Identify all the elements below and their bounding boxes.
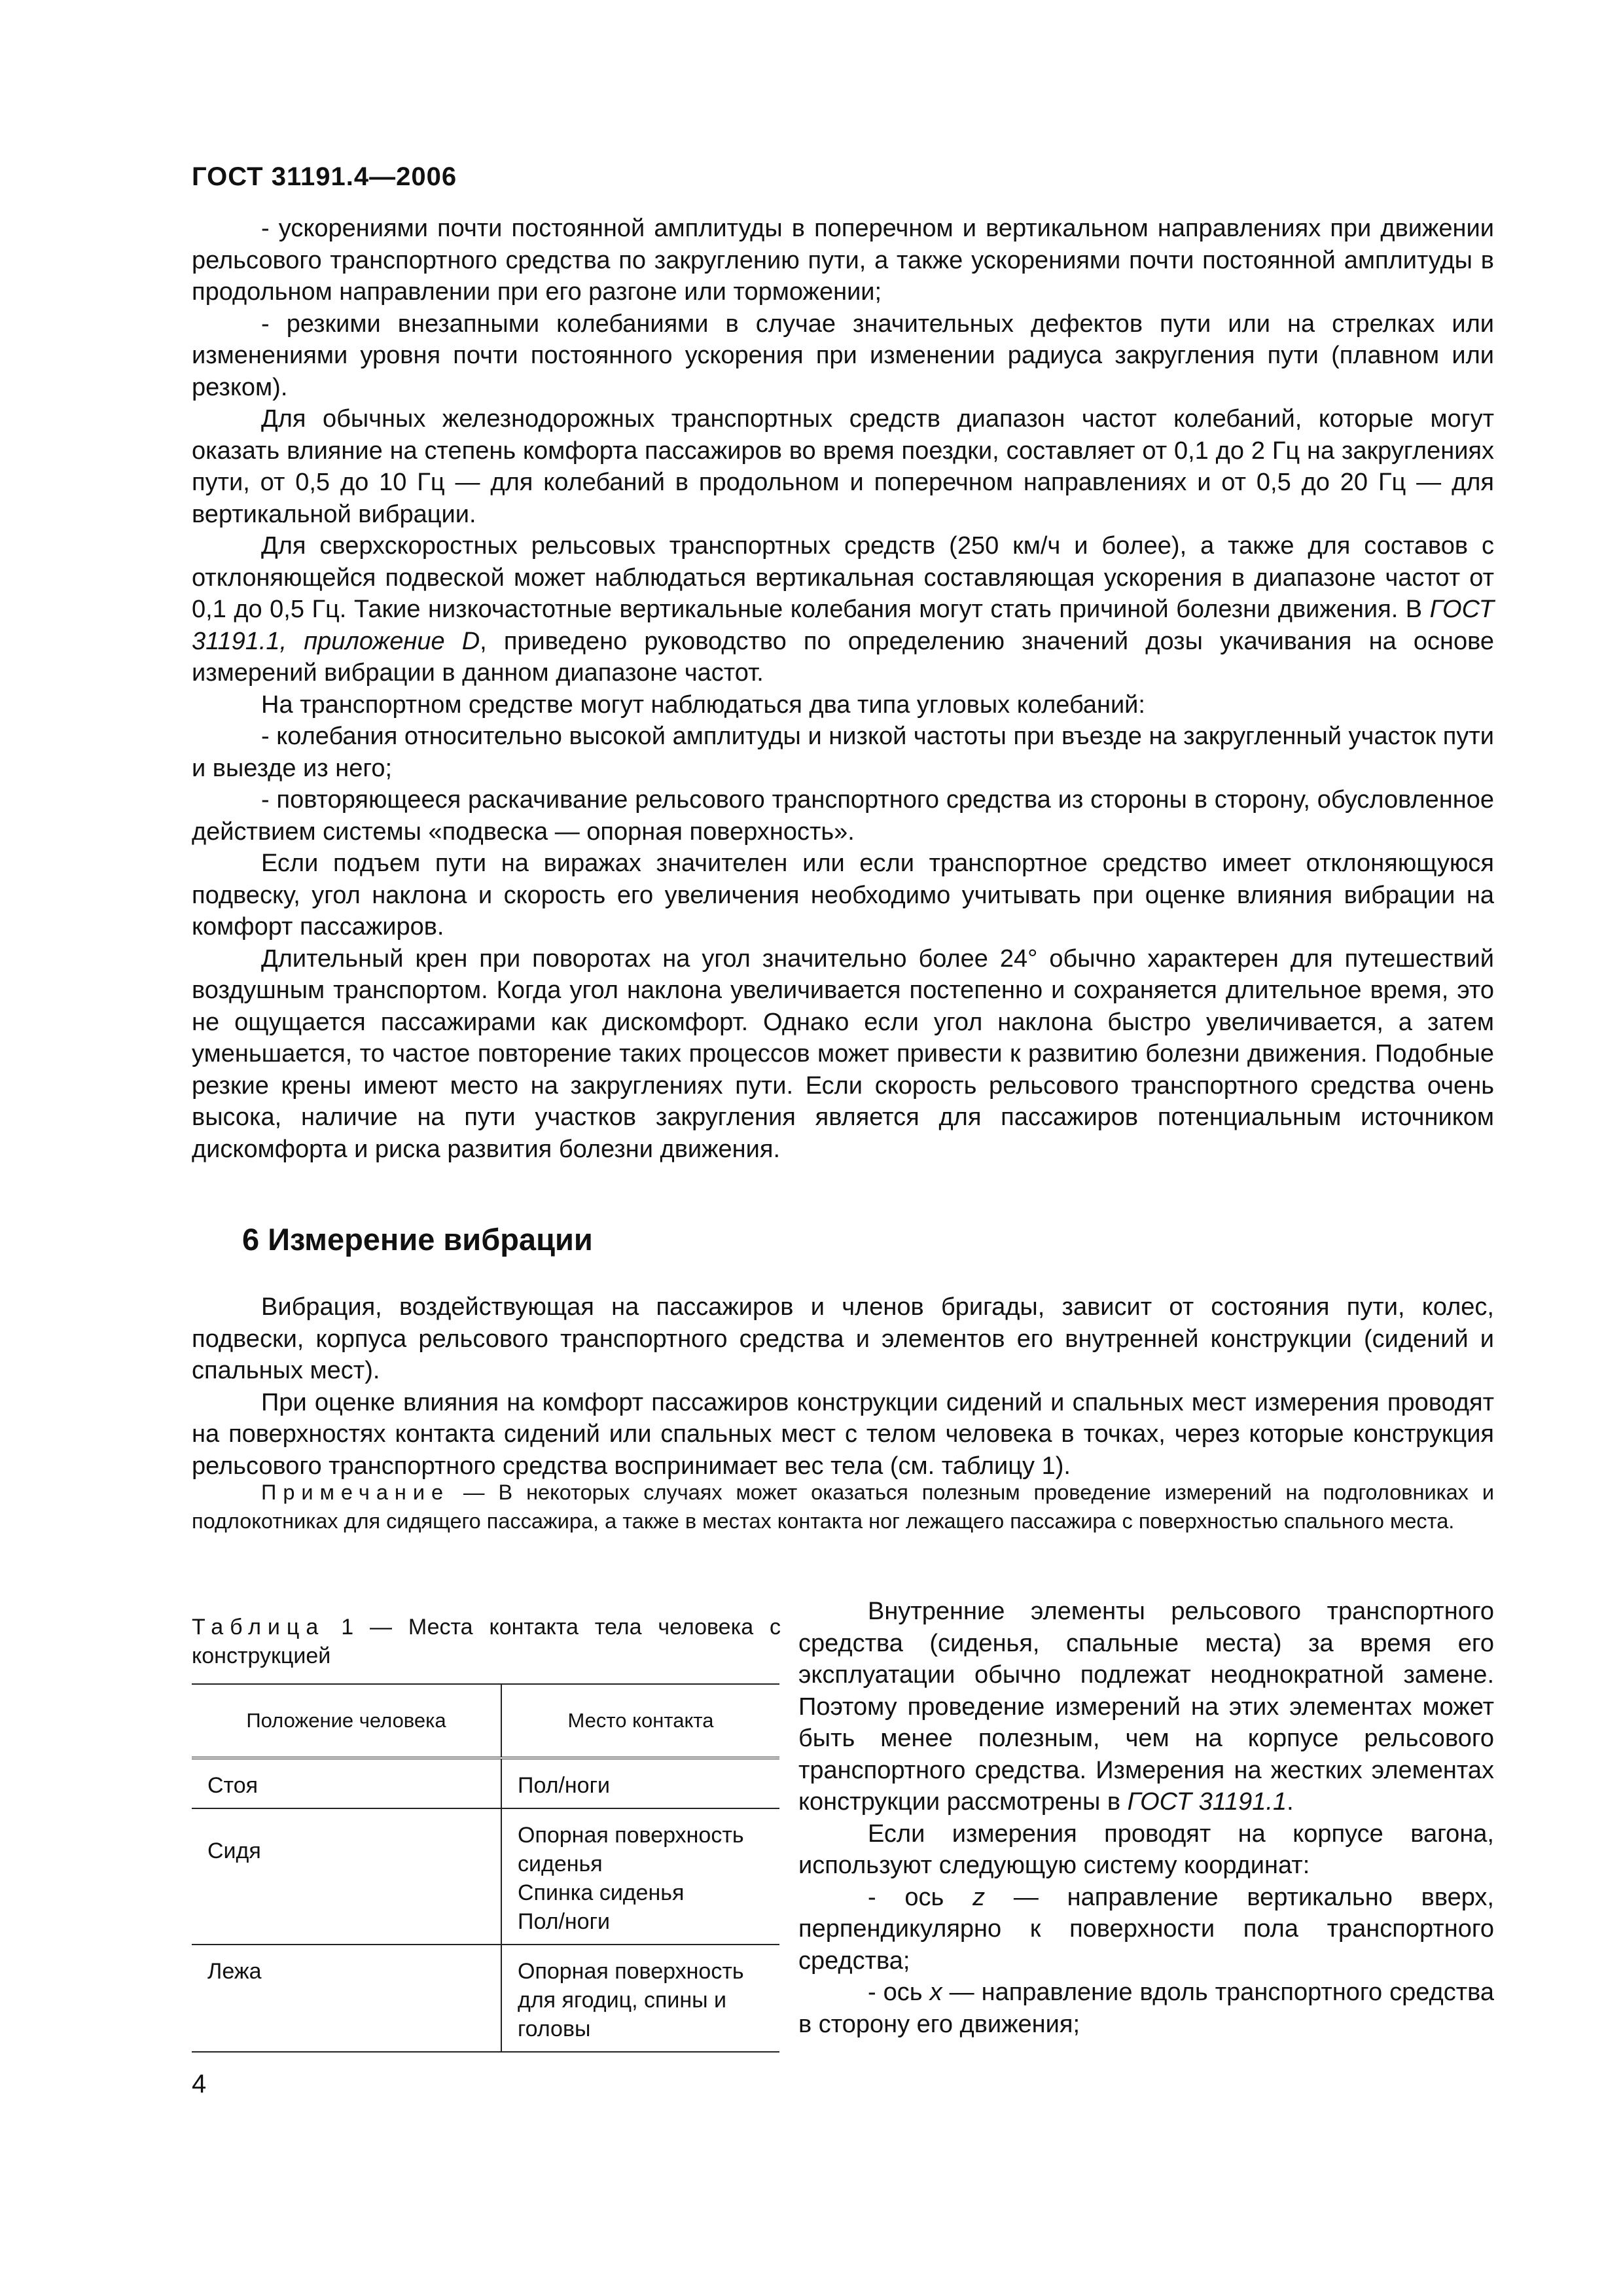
table-row <box>192 1758 779 1808</box>
cell-line: Опорная поверхность для ягодиц, спины и головы <box>518 1959 744 2041</box>
cell-line: Спинка сиденья <box>518 1880 685 1905</box>
text-run: — направление вдоль транспортного средства в сторону его движения; <box>798 1979 1494 2038</box>
section-text <box>192 1291 1494 1482</box>
right-column-text <box>798 1596 1494 2040</box>
paragraph: На транспортном средстве могут наблюдаться два типа угловых колебаний: <box>261 691 1145 719</box>
table-cell: Сидя <box>192 1808 501 1945</box>
text-run: Внутренние элементы рельсового транспортного средства (сиденья, спальные места) за время его эксплуатации обычно подлежат неоднократной замене. Поэтому проведение измерений на этих элементах может быть менее полезным, чем на корпусе рельсового транспортного средства. Измерения на жестких элементах конструкции рассмотрены в <box>798 1598 1494 1816</box>
paragraph: Если подъем пути на виражах значителен или если транспортное средство имеет отклоняющуюся подвеску, угол наклона и скорость его увеличения необходимо учитывать при оценке влияния вибрации на комфорт пассажиров. <box>192 850 1494 941</box>
table-cell <box>501 1945 779 2052</box>
paragraph <box>798 1596 1494 1818</box>
document-code: ГОСТ 31191.4—2006 <box>192 162 457 191</box>
note-text: — В некоторых случаях может оказаться полезным проведение измерений на подголовниках и подлокотниках для сидящего пассажира, а также в местах контакта ног лежащего пассажира с поверхностью спального места. <box>192 1480 1494 1533</box>
table-cell: Стоя <box>207 1773 259 1798</box>
text-run: - ось <box>868 1883 973 1911</box>
paragraph: При оценке влияния на комфорт пассажиров конструкции сидений и спальных мест измерения проводят на поверхностях контакта сидений или спальных мест с телом человека в точках, через которые конструкция рельсового транспортного средства воспринимает вес тела (см. таблицу 1). <box>192 1388 1494 1480</box>
table-cell <box>501 1758 779 1808</box>
page-number: 4 <box>192 2070 207 2098</box>
note-label: Примечание <box>261 1480 450 1504</box>
standard-reference: ГОСТ 31191.1 <box>1127 1788 1287 1816</box>
paragraph: - повторяющееся раскачивание рельсового транспортного средства из стороны в сторону, обусловленное действием системы «подвеска — опорная поверхность». <box>192 786 1494 846</box>
column-header: Место контакта <box>501 1684 779 1758</box>
paragraph: Вибрация, воздействующая на пассажиров и членов бригады, зависит от состояния пути, колес, подвески, корпуса рельсового транспортного средства и элементов его внутренней конструкции (сидений и спальных мест). <box>192 1293 1494 1384</box>
main-text <box>192 213 1494 1165</box>
paragraph: Длительный крен при поворотах на угол значительно более 24° обычно характерен для путешествий воздушным транспортом. Когда угол наклона увеличивается постепенно и сохраняется длительное время, это не ощущается пассажирами как дискомфорт. Однако если угол наклона быстро увеличивается, а затем уменьшается, то частое повторение таких процессов может привести к развитию болезни движения. Подобные резкие крены имеют место на закруглениях пути. Если скорость рельсового транспортного средства очень высока, наличие на пути участков закругления является для пассажиров потенциальным источником дискомфорта и риска развития болезни движения. <box>192 944 1494 1163</box>
note <box>192 1478 1494 1535</box>
paragraph: Для обычных железнодорожных транспортных средств диапазон частот колебаний, которые могут оказать влияние на степень комфорта пассажиров во время поездки, составляет от 0,1 до 2 Гц на закруглениях пути, от 0,5 до 10 Гц — для колебаний в продольном и поперечном направлениях и от 0,5 до 20 Гц — для вертикальной вибрации. <box>192 405 1494 528</box>
paragraph <box>192 530 1494 689</box>
table-caption-text: 1 — Места контакта тела человека с конструкцией <box>192 1615 781 1668</box>
cell-line: Опорная поверхность сиденья <box>518 1823 744 1876</box>
table-caption-label: Таблица <box>192 1615 325 1640</box>
table-row <box>192 1808 779 1945</box>
paragraph: Если измерения проводят на корпусе вагона, используют следующую систему координат: <box>798 1820 1494 1879</box>
section-title: 6 Измерение вибрации <box>242 1222 593 1257</box>
text-run: , приведено руководство по определению значений дозы укачивания на основе измерений вибрации в данном диапазоне частот. <box>192 627 1494 687</box>
axis-variable: z <box>972 1883 986 1911</box>
text-run: - ось <box>868 1979 930 2006</box>
table-row <box>192 1945 779 2052</box>
axis-z-item <box>798 1882 1494 1977</box>
axis-variable: x <box>929 1979 942 2006</box>
axis-x-item <box>798 1977 1494 2040</box>
paragraph: - ускорениями почти постоянной амплитуды в поперечном и вертикальном направлениях при движении рельсового транспортного средства по закруглению пути, а также ускорениями почти постоянной амплитуды в продольном направлении при его разгоне или торможении; <box>192 215 1494 306</box>
standard-reference: ГОСТ 31191.1, приложение D <box>192 596 1494 655</box>
text-run: — направление вертикально вверх, перпендикулярно к поверхности пола транспортного средства; <box>798 1883 1494 1975</box>
paragraph: - колебания относительно высокой амплитуды и низкой частоты при въезде на закругленный участок пути и выезде из него; <box>192 723 1494 782</box>
cell-line: Пол/ноги <box>518 1909 610 1934</box>
paragraph: - резкими внезапными колебаниями в случае значительных дефектов пути или на стрелках или изменениями уровня почти постоянного ускорения при изменении радиуса закругления пути (плавном или резком). <box>192 310 1494 401</box>
table-cell: Лежа <box>192 1945 501 2052</box>
text-run: Для сверхскоростных рельсовых транспортных средств (250 км/ч и более), а также для составов с отклоняющейся подвеской может наблюдаться вертикальная составляющая ускорения в диапазоне частот от 0,1 до 0,5 Гц. Такие низкочастотные вертикальные колебания могут стать причиной болезни движения. В <box>192 532 1494 623</box>
column-header: Положение человека <box>192 1684 501 1758</box>
text-run: . <box>1287 1788 1294 1816</box>
contact-table <box>192 1683 779 2053</box>
table-caption <box>192 1613 781 1670</box>
cell-line: Пол/ноги <box>518 1773 610 1798</box>
table-header-row <box>192 1684 779 1758</box>
table-cell <box>501 1808 779 1945</box>
